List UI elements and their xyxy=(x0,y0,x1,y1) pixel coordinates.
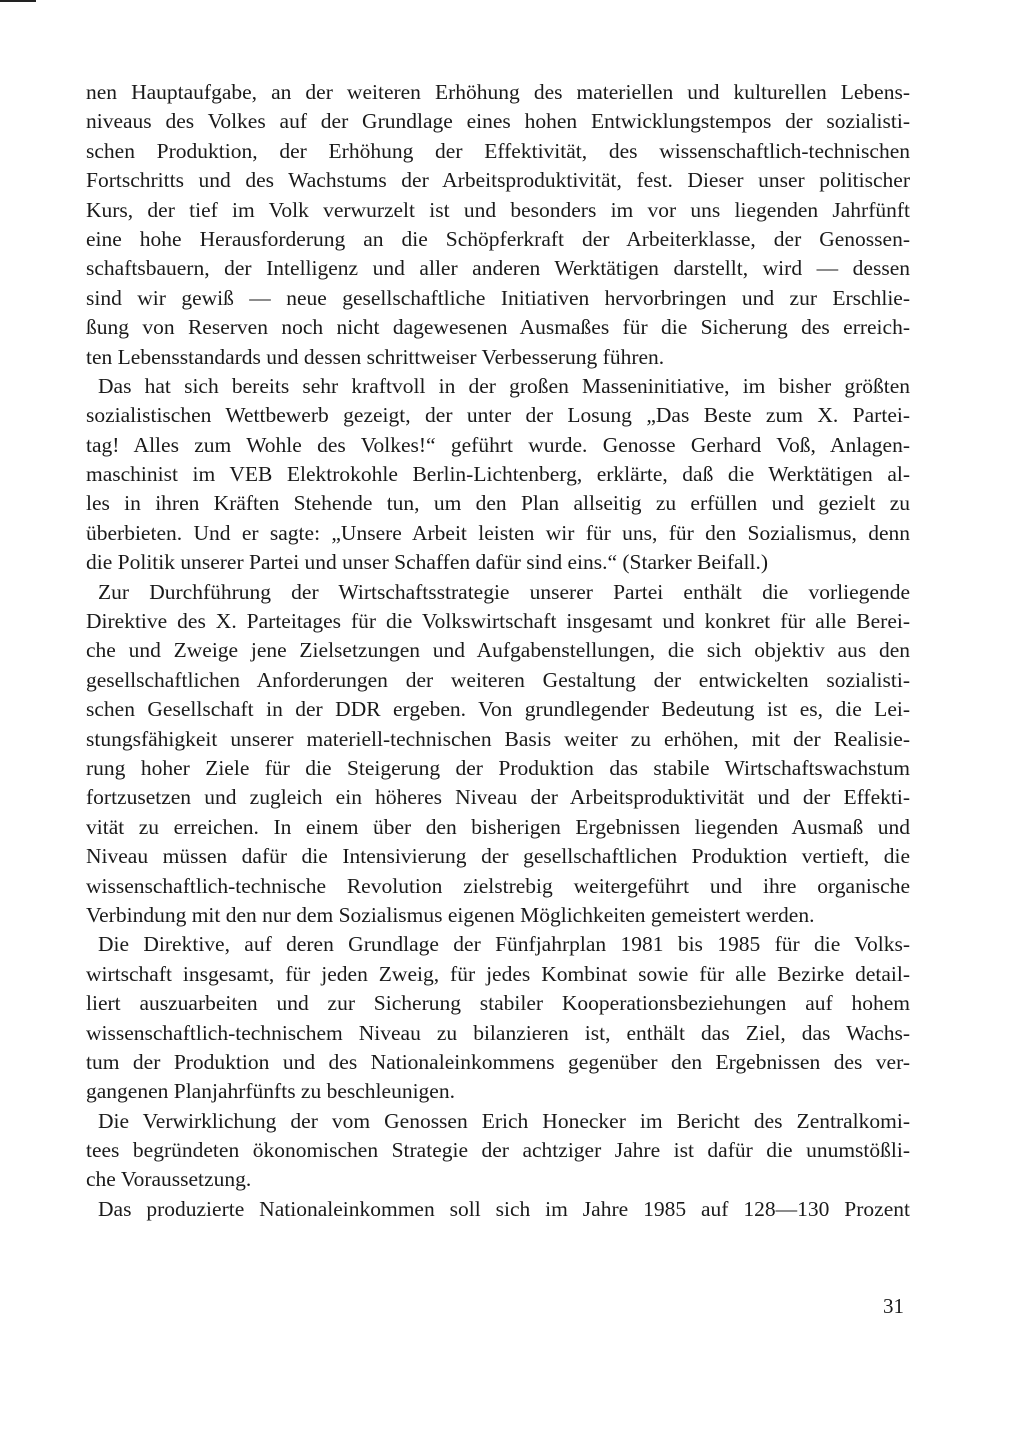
text-line: gesellschaftlichen Anforderungen der weiteren Gestaltung der entwickelten sozialisti- xyxy=(86,667,910,692)
text-line: ten Lebensstandards und dessen schrittweiser Verbesserung führen. xyxy=(86,344,665,369)
text-line: Die Direktive, auf deren Grundlage der Fünfjahrplan 1981 bis 1985 für die Volks- xyxy=(98,932,910,957)
text-line: schen Produktion, der Erhöhung der Effektivität, des wissenschaftlich-technischen xyxy=(86,138,910,163)
text-line: liert auszuarbeiten und zur Sicherung stabiler Kooperationsbeziehungen auf hohem xyxy=(86,991,910,1016)
text-line: sozialistischen Wettbewerb gezeigt, der unter der Losung „Das Beste zum X. Partei- xyxy=(86,403,910,428)
text-line: die Politik unserer Partei und unser Schaffen dafür sind eins.“ (Starker Beifall.) xyxy=(86,550,769,575)
text-line: Fortschritts und des Wachstums der Arbeitsproduktivität, fest. Dieser unser politischer xyxy=(86,168,910,193)
text-line: wissenschaftlich-technischem Niveau zu bilanzieren ist, enthält das Ziel, das Wachs- xyxy=(86,1020,910,1045)
text-line: Direktive des X. Parteitages für die Volkswirtschaft insgesamt und konkret für alle Berei- xyxy=(86,609,910,634)
text-line: les in ihren Kräften Stehende tun, um den Plan allseitig zu erfüllen und gezielt zu xyxy=(86,491,910,516)
text-line: schen Gesellschaft in der DDR ergeben. Von grundlegender Bedeutung ist es, die Lei- xyxy=(86,697,910,722)
text-line: sind wir gewiß — neue gesellschaftliche Initiativen hervorbringen und zur Erschlie- xyxy=(86,285,910,310)
text-line: niveaus des Volkes auf der Grundlage eines hohen Entwicklungstempos der sozialisti- xyxy=(86,109,910,134)
text-line: tees begründeten ökonomischen Strategie der achtziger Jahre ist dafür die unumstößli- xyxy=(86,1138,910,1163)
page-number: 31 xyxy=(883,1294,904,1318)
text-line: wissenschaftlich-technische Revolution zielstrebig weitergeführt und ihre organische xyxy=(86,873,910,898)
text-line: stungsfähigkeit unserer materiell-technischen Basis weiter zu erhöhen, mit der Realisie- xyxy=(86,726,910,751)
text-line: wirtschaft insgesamt, für jeden Zweig, für jedes Kombinat sowie für alle Bezirke detail- xyxy=(86,961,910,986)
text-line: überbieten. Und er sagte: „Unsere Arbeit leisten wir für uns, für den Sozialismus, denn xyxy=(86,520,910,545)
text-line: Die Verwirklichung der vom Genossen Erich Honecker im Bericht des Zentralkomi- xyxy=(98,1108,910,1133)
text-line: Das hat sich bereits sehr kraftvoll in der großen Masseninitiative, im bisher größten xyxy=(98,373,910,398)
text-line: Das produzierte Nationaleinkommen soll sich im Jahre 1985 auf 128—130 Prozent xyxy=(98,1196,910,1221)
text-line: schaftsbauern, der Intelligenz und aller anderen Werktätigen darstellt, wird — dessen xyxy=(86,256,910,281)
text-line: rung hoher Ziele für die Steigerung der Produktion das stabile Wirtschaftswachstum xyxy=(86,755,910,780)
text-line: eine hohe Herausforderung an die Schöpferkraft der Arbeiterklasse, der Genossen- xyxy=(86,226,910,251)
page-body-text xyxy=(86,78,910,1224)
text-line: nen Hauptaufgabe, an der weiteren Erhöhung des materiellen und kulturellen Lebens- xyxy=(86,80,910,104)
text-line: gangenen Planjahrfünfts zu beschleunigen. xyxy=(86,1079,455,1104)
text-line: Kurs, der tief im Volk verwurzelt ist und besonders im vor uns liegenden Jahrfünft xyxy=(86,197,910,222)
text-line: Verbindung mit den nur dem Sozialismus eigenen Möglichkeiten gemeistert werden. xyxy=(86,902,815,927)
top-edge-rule xyxy=(0,0,36,2)
text-line: che Voraussetzung. xyxy=(86,1167,252,1192)
text-line: Zur Durchführung der Wirtschaftsstrategie unserer Partei enthält die vorliegende xyxy=(98,579,910,604)
text-line: ßung von Reserven noch nicht dagewesenen Ausmaßes für die Sicherung des erreich- xyxy=(86,315,910,340)
text-line: tum der Produktion und des Nationaleinkommens gegenüber den Ergebnissen des ver- xyxy=(86,1049,910,1074)
text-line: maschinist im VEB Elektrokohle Berlin-Lichtenberg, erklärte, daß die Werktätigen al- xyxy=(86,462,910,487)
text-line: fortzusetzen und zugleich ein höheres Niveau der Arbeitsproduktivität und der Effekti- xyxy=(86,785,910,810)
text-line: vität zu erreichen. In einem über den bisherigen Ergebnissen liegenden Ausmaß und xyxy=(86,814,910,839)
text-line: che und Zweige jene Zielsetzungen und Aufgabenstellungen, die sich objektiv aus den xyxy=(86,638,910,663)
text-line: Niveau müssen dafür die Intensivierung der gesellschaftlichen Produktion vertieft, die xyxy=(86,844,910,869)
text-line: tag! Alles zum Wohle des Volkes!“ geführt wurde. Genosse Gerhard Voß, Anlagen- xyxy=(86,432,910,457)
